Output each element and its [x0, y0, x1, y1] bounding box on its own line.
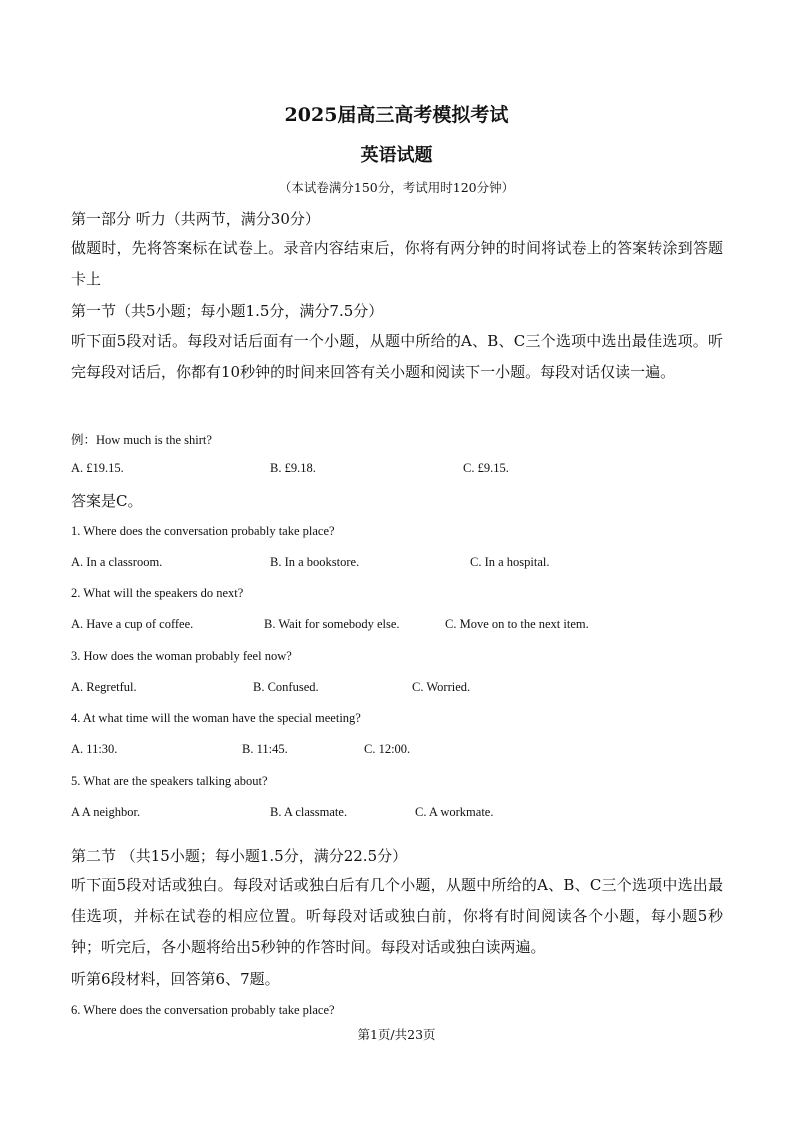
question-6: 6. Where does the conversation probably take place? [71, 1003, 335, 1017]
question-4-option-c: C. 12:00. [364, 742, 411, 756]
exam-title: 2025届高三高考模拟考试 [284, 104, 509, 126]
question-2-option-a: A. Have a cup of coffee. [71, 617, 194, 631]
question-4-option-a: A. 11:30. [71, 742, 118, 756]
question-1-option-c: C. In a hospital. [470, 555, 550, 569]
question-4-option-b: B. 11:45. [242, 742, 288, 756]
part1-instruction: 做题时，先将答案标在试卷上。录音内容结束后，你将有两分钟的时间将试卷上的答案转涂到答题卡上 [71, 239, 723, 288]
section1-instruction: 听下面5段对话。每段对话后面有一个小题，从题中所给的A、B、C三个选项中选出最佳选项。听完每段对话后，你都有10秒钟的时间来回答有关小题和阅读下一小题。每段对话仅读一遍。 [71, 332, 723, 381]
question-5: 5. What are the speakers talking about? [71, 774, 268, 788]
question-5-option-c: C. A workmate. [415, 805, 494, 819]
part1-heading: 第一部分 听力（共两节，满分30分） [71, 210, 320, 228]
question-4: 4. At what time will the woman have the special meeting? [71, 711, 361, 725]
question-1-option-b: B. In a bookstore. [270, 555, 360, 569]
question-2: 2. What will the speakers do next? [71, 586, 244, 600]
section1-heading: 第一节（共5小题；每小题1.5分，满分7.5分） [71, 302, 384, 320]
example-answer: 答案是C。 [71, 492, 143, 510]
question-2-option-b: B. Wait for somebody else. [264, 617, 400, 631]
question-3-option-b: B. Confused. [253, 680, 319, 694]
section2-material: 听第6段材料，回答第6、7题。 [71, 970, 280, 988]
section2-heading: 第二节 （共15小题；每小题1.5分，满分22.5分） [71, 847, 408, 865]
question-2-option-c: C. Move on to the next item. [445, 617, 589, 631]
section2-instruction: 听下面5段对话或独白。每段对话或独白后有几个小题，从题中所给的A、B、C三个选项中选出最佳选项，并标在试卷的相应位置。听每段对话或独白前，你将有时间阅读各个小题，每小题5秒钟；听完后，各小题将给出5秒钟的作答时间。每段对话或独白读两遍。 [71, 876, 723, 956]
question-5-option-b: B. A classmate. [270, 805, 348, 819]
question-1-option-a: A. In a classroom. [71, 555, 163, 569]
example-option-a: A. £19.15. [71, 461, 124, 475]
example-option-b: B. £9.18. [270, 461, 316, 475]
question-1: 1. Where does the conversation probably take place? [71, 524, 335, 538]
exam-note: （本试卷满分150分，考试用时120分钟） [278, 180, 515, 195]
page-footer: 第1页/共23页 [357, 1027, 436, 1042]
example-option-c: C. £9.15. [463, 461, 509, 475]
exam-subtitle: 英语试题 [360, 145, 433, 166]
question-3: 3. How does the woman probably feel now? [71, 649, 292, 663]
question-3-option-a: A. Regretful. [71, 680, 137, 694]
example-question: 例：How much is the shirt? [71, 433, 212, 447]
question-3-option-c: C. Worried. [412, 680, 471, 694]
question-5-option-a: A A neighbor. [71, 805, 141, 819]
